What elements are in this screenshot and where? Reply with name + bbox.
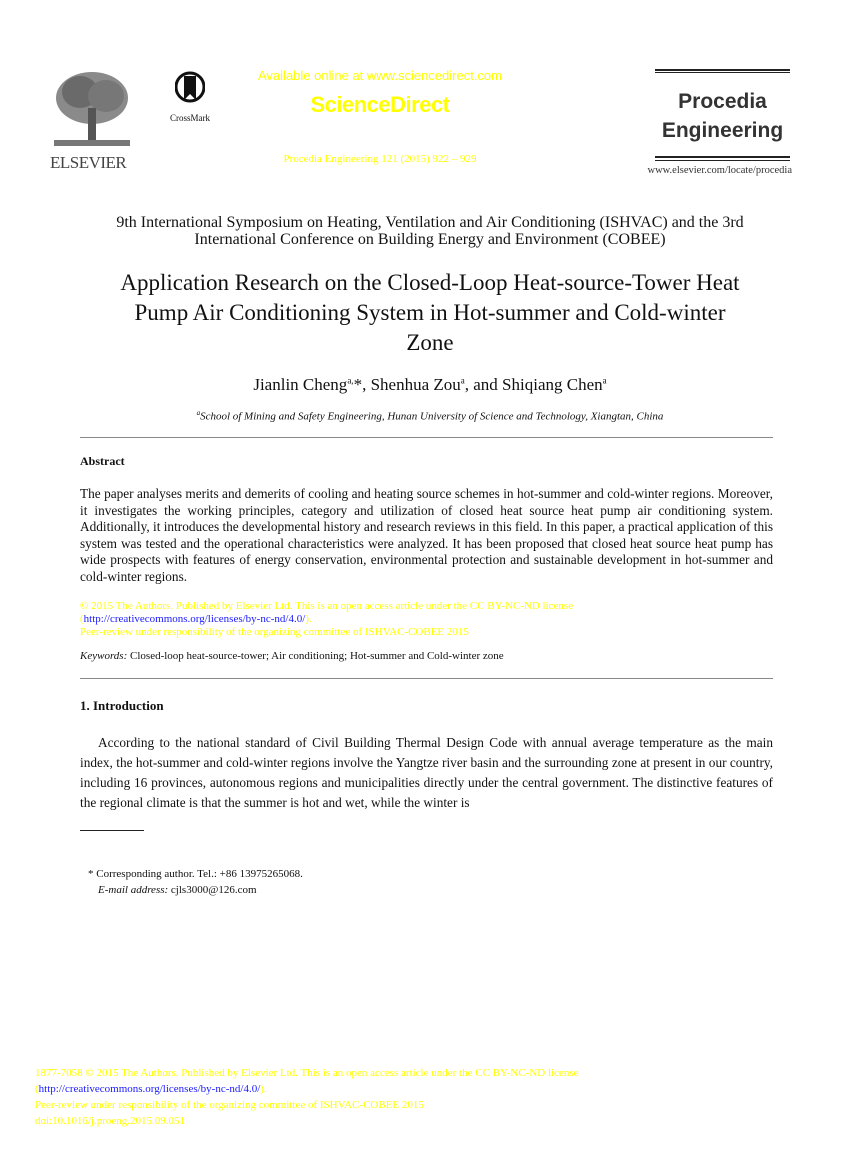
divider (80, 437, 773, 438)
abstract-heading: Abstract (80, 454, 125, 468)
divider (80, 678, 773, 679)
keywords-label: Keywords: (80, 650, 128, 662)
license-statement: © 2015 The Authors. Published by Elsevier Ltd. This is an open access article under the CC BY-NC-ND license (http://creativecommons.org/licenses/by-nc-nd/4.0/). Peer-review under responsibility of the organizing committee of ISHVAC-COBEE 2015 (80, 600, 773, 639)
title-line1: Application Research on the Closed-Loop Heat-source-Tower Heat (120, 270, 740, 295)
author: Jianlin Cheng$^{a,}$*, (253, 375, 371, 394)
footer-license-link[interactable]: http://creativecommons.org/licenses/by-nc-nd/4.0/ (38, 1083, 261, 1095)
section-heading: 1. Introduction (80, 698, 164, 713)
footer-peer-review: Peer-review under responsibility of the organizing committee of ISHVAC-COBEE 2015 (35, 1099, 424, 1111)
journal-name (655, 87, 790, 145)
title-line3: Zone (406, 330, 454, 355)
elsevier-wordmark: ELSEVIER (50, 153, 127, 172)
author-list (40, 375, 820, 395)
crossmark-icon (175, 70, 205, 108)
journal-url[interactable]: www.elsevier.com/locate/procedia (647, 165, 792, 176)
crossmark-label: CrossMark (170, 113, 210, 123)
license-line: © 2015 The Authors. Published by Elsevier Ltd. This is an open access article under the CC BY-NC-ND license (80, 600, 574, 612)
elsevier-tree-icon (50, 68, 134, 148)
email-label: E-mail address: (98, 884, 169, 896)
available-online-link[interactable]: Available online at www.sciencedirect.com (258, 68, 502, 83)
corresponding-author: * Corresponding author. Tel.: +86 13975265068. (88, 868, 303, 880)
author: Shenhua Zou$^a$, and (370, 375, 503, 394)
title-line2: Pump Air Conditioning System in Hot-summer and Cold-winter (134, 300, 726, 325)
keywords (80, 650, 504, 662)
journal-citation: Procedia Engineering 121 (2015) 922 – 929 (283, 153, 477, 165)
footer-license-line: 1877-7058 © 2015 The Authors. Published by Elsevier Ltd. This is an open access article under the CC BY-NC-ND license (35, 1067, 579, 1079)
abstract-text: The paper analyses merits and demerits of cooling and heating source schemes in hot-summer and cold-winter regions. Moreover, it investigates the working principles, category and utilization of closed heat source heat pump air conditioning system. Additionally, it introduces the developmental history and research reviews in this field. In this paper, a practical application of this system was tested and the operational characteristics were analyzed. It has been proposed that closed heat source heat pump has wide prospects with features of energy conservation, environmental protection and sustainable development in hot-summer and cold-winter regions. (80, 486, 773, 584)
elsevier-logo (50, 68, 134, 172)
doi[interactable]: doi:10.1016/j.proeng.2015.09.051 (35, 1115, 186, 1127)
journal-rule-top (655, 69, 790, 73)
license-link[interactable]: http://creativecommons.org/licenses/by-nc-nd/4.0/ (83, 613, 306, 625)
journal-name-line2: Engineering (661, 119, 784, 142)
introduction-text: According to the national standard of Civil Building Thermal Design Code with annual average temperature as the main index, the hot-summer and cold-winter regions involve the Yangtze river basin and the surrounding zone at present in our country, including 16 provinces, autonomous regions and municipalities directly under the central government. The distinctive features of the regional climate is that the summer is hot and wet, while the winter is (80, 735, 773, 810)
author: Shiqiang Chen$^a$ (502, 375, 607, 394)
email-address[interactable]: cjls3000@126.com (168, 884, 257, 896)
keywords-text: Closed-loop heat-source-tower; Air conditioning; Hot-summer and Cold-winter zone (127, 650, 504, 662)
footnote-rule (80, 830, 144, 831)
paper-title (40, 268, 820, 358)
crossmark-badge[interactable] (163, 70, 217, 123)
conference-name (40, 214, 820, 248)
sciencedirect-logo: ScienceDirect (310, 92, 450, 117)
conference-line2: International Conference on Building Energy and Environment (COBEE) (194, 231, 666, 248)
affiliation: $^a$School of Mining and Safety Engineering, Hunan University of Science and Technology, Xiangtan, China (196, 409, 664, 423)
footer-license: 1877-7058 © 2015 The Authors. Published by Elsevier Ltd. This is an open access article under the CC BY-NC-ND license (http://creativecommons.org/licenses/by-nc-nd/4.0/). Peer-review under responsibility of the organizing committee of ISHVAC-COBEE 2015 doi:10.1016/j.proeng.2015.09.051 (35, 1067, 579, 1127)
footnote (88, 866, 303, 898)
conference-line1: 9th International Symposium on Heating, Ventilation and Air Conditioning (ISHVAC) and the 3rd (116, 214, 744, 231)
journal-rule-bottom (655, 156, 790, 161)
journal-name-line1: Procedia (678, 90, 767, 113)
peer-review-line: Peer-review under responsibility of the organizing committee of ISHVAC-COBEE 2015 (80, 626, 469, 638)
